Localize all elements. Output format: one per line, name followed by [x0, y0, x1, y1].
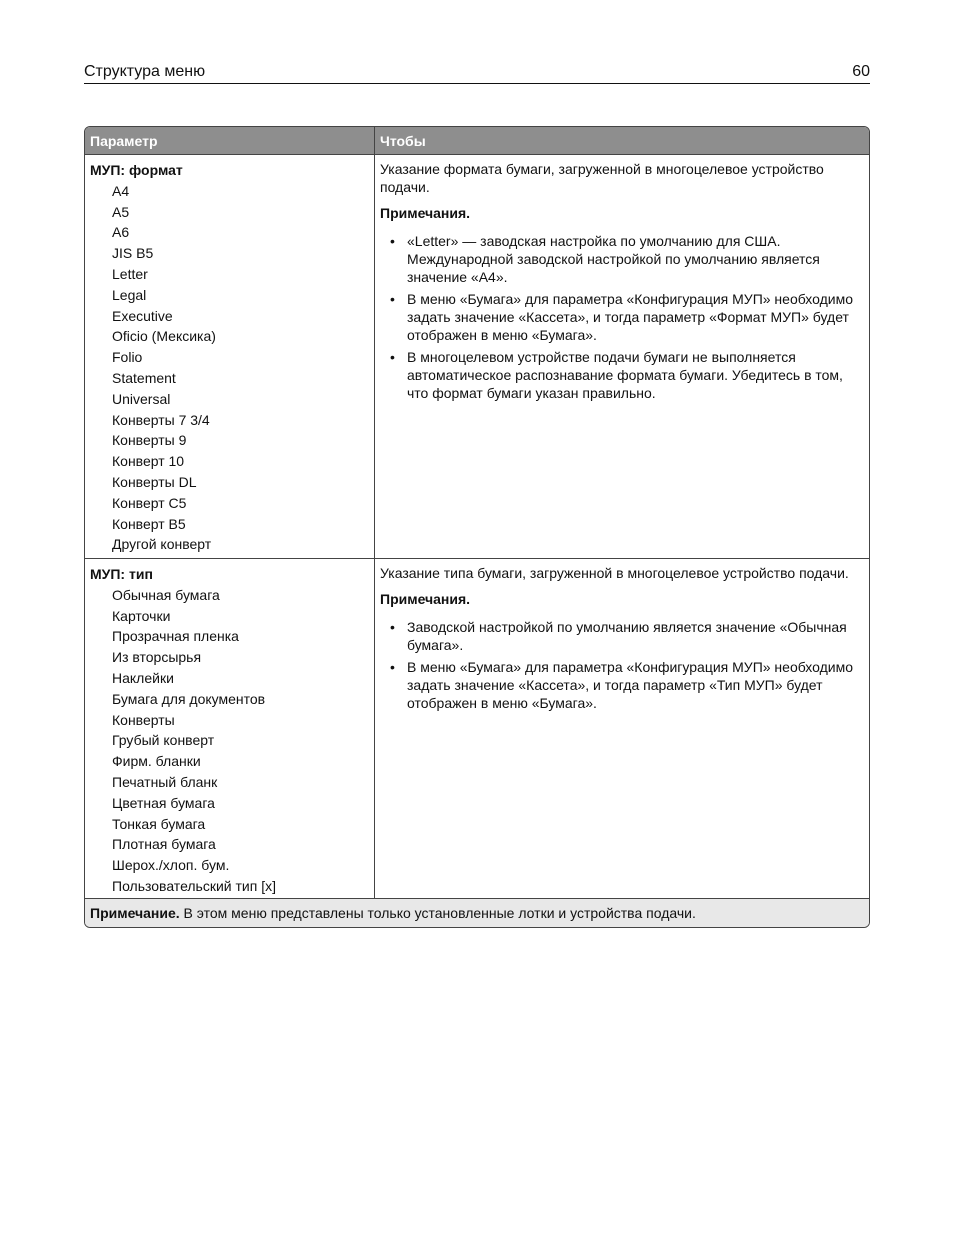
option-item: Legal	[112, 286, 147, 303]
bullet-icon: •	[390, 233, 395, 249]
option-item: Грубый конверт	[112, 732, 215, 749]
note-item	[390, 348, 864, 402]
option-item: Из вторсырья	[112, 649, 202, 666]
purpose-cell	[375, 155, 869, 558]
option-item: Шерох./хлоп. бум.	[112, 857, 230, 874]
notes-list	[380, 618, 864, 712]
option-item: Прозрачная пленка	[112, 628, 239, 645]
option-item: Конверты 9	[112, 432, 187, 449]
bullet-icon: •	[390, 619, 395, 635]
option-item: Конверты 7 3/4	[112, 411, 210, 428]
notes-list	[380, 232, 864, 402]
option-list	[90, 181, 369, 555]
note-item	[390, 290, 864, 344]
option-item: Конверты	[112, 711, 175, 728]
note-text: В меню «Бумага» для параметра «Конфигурация МУП» необходимо задать значение «Кассета», и тогда параметр «Тип МУП» будет отображен в меню «Бумага».	[407, 659, 854, 711]
footer-note-text: В этом меню представлены только установленные лотки и устройства подачи.	[179, 905, 696, 921]
option-item: Фирм. бланки	[112, 753, 201, 770]
option-item: Печатный бланк	[112, 773, 218, 790]
parameter-title: МУП: тип	[90, 566, 153, 582]
note-text: Заводской настройкой по умолчанию является значение «Обычная бумага».	[407, 619, 847, 653]
option-item: Обычная бумага	[112, 586, 220, 603]
option-item: Executive	[112, 307, 173, 324]
menu-settings-table	[84, 126, 870, 928]
page-header	[84, 60, 870, 84]
option-item: Цветная бумага	[112, 794, 215, 811]
option-item: Letter	[112, 265, 148, 282]
page-number: 60	[852, 63, 870, 80]
notes-title: Примечания.	[380, 591, 471, 607]
table-header	[85, 127, 869, 155]
option-item: Плотная бумага	[112, 836, 216, 853]
option-item: Пользовательский тип [x]	[112, 877, 276, 894]
option-item: Наклейки	[112, 669, 174, 686]
note-text: В меню «Бумага» для параметра «Конфигурация МУП» необходимо задать значение «Кассета», и тогда параметр «Формат МУП» будет отображен в меню «Бумага».	[407, 291, 854, 343]
note-text: «Letter» — заводская настройка по умолчанию для США. Международной заводской настройкой по умолчанию является значение «A4».	[407, 233, 820, 285]
note-text: В многоцелевом устройстве подачи бумаги не выполняется автоматическое распознавание формата бумаги. Убедитесь в том, что формат бумаги указан правильно.	[407, 349, 843, 401]
bullet-icon: •	[390, 659, 395, 675]
table-row	[85, 559, 869, 899]
purpose-cell	[375, 559, 869, 898]
column-header-parameter: Параметр	[85, 127, 375, 154]
note-item	[390, 658, 864, 712]
column-header-purpose: Чтобы	[380, 133, 426, 149]
footer-note-label: Примечание.	[90, 905, 180, 921]
note-item	[390, 232, 864, 286]
table-footer-note	[85, 899, 869, 927]
section-title: Структура меню	[84, 63, 206, 80]
parameter-cell	[85, 559, 375, 898]
option-item: Конверт B5	[112, 515, 186, 532]
option-item: Карточки	[112, 607, 171, 624]
option-item: JIS B5	[112, 245, 154, 262]
option-item: Конверты DL	[112, 473, 197, 490]
option-item: Тонкая бумага	[112, 815, 206, 832]
notes-title: Примечания.	[380, 205, 471, 221]
option-item: A6	[112, 224, 130, 241]
description: Указание формата бумаги, загруженной в многоцелевое устройство подачи.	[380, 161, 824, 195]
note-item	[390, 618, 864, 654]
option-item: Universal	[112, 390, 171, 407]
option-item: A5	[112, 203, 130, 220]
option-item: A4	[112, 182, 130, 199]
table-row	[85, 155, 869, 559]
option-item: Oficio (Мексика)	[112, 328, 216, 345]
bullet-icon: •	[390, 291, 395, 307]
parameter-cell	[85, 155, 375, 558]
option-item: Конверт C5	[112, 494, 187, 511]
bullet-icon: •	[390, 349, 395, 365]
option-list	[90, 585, 369, 897]
option-item: Folio	[112, 349, 143, 366]
option-item: Конверт 10	[112, 453, 185, 470]
option-item: Statement	[112, 369, 176, 386]
option-item: Другой конверт	[112, 536, 212, 553]
option-item: Бумага для документов	[112, 690, 266, 707]
description: Указание типа бумаги, загруженной в многоцелевое устройство подачи.	[380, 565, 849, 581]
parameter-title: МУП: формат	[90, 162, 183, 178]
